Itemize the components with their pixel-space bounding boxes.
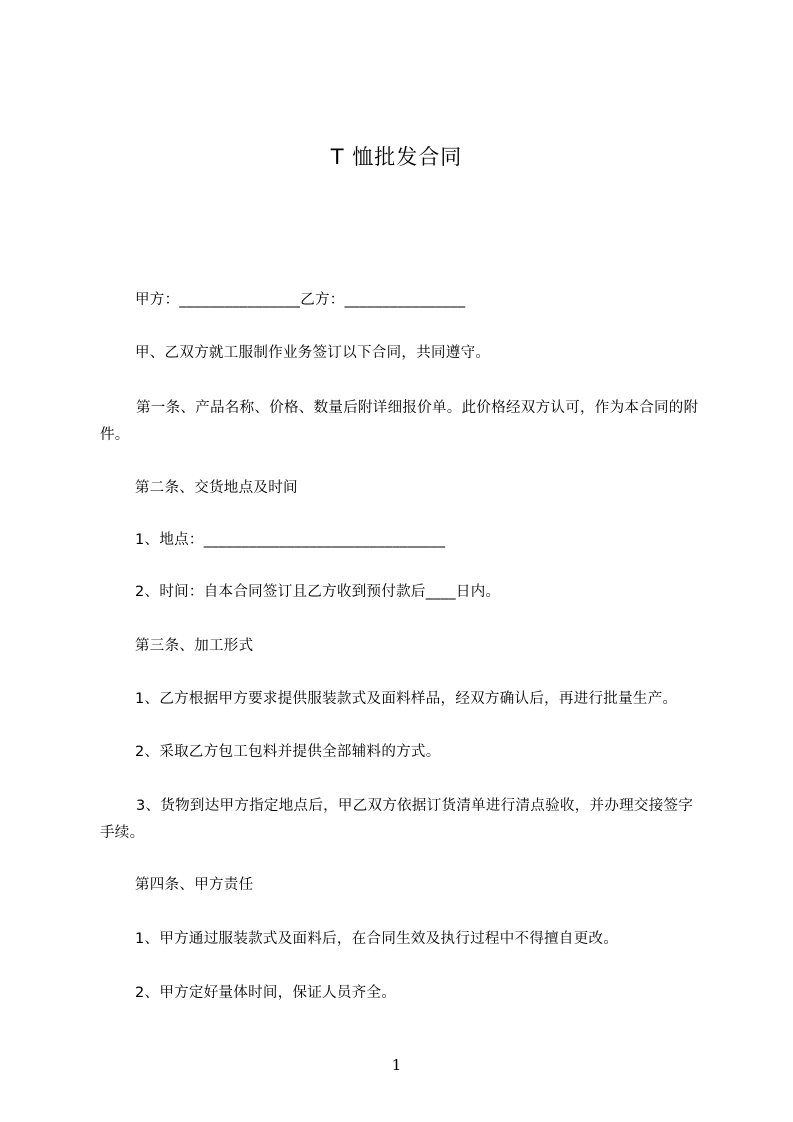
article-3-item-3: 3、货物到达甲方指定地点后，甲乙双方依据订货清单进行清点验收，并办理交接签字手续。 [100, 798, 694, 841]
article-3-item-2: 2、采取乙方包工包料并提供全部辅料的方式。 [135, 744, 441, 760]
parties-line: 甲方：________________乙方：________________ [135, 292, 466, 308]
article-2-item-1: 1、地点：________________________________ [135, 532, 446, 548]
article-2-heading: 第二条、交货地点及时间 [135, 480, 298, 496]
page-number: 1 [391, 1056, 402, 1074]
article-1-paragraph: 第一条、产品名称、价格、数量后附详细报价单。此价格经双方认可，作为本合同的附件。 [100, 400, 699, 443]
article-4-item-1: 1、甲方通过服装款式及面料后，在合同生效及执行过程中不得擅自更改。 [135, 931, 619, 947]
document-title: T 恤批发合同 [330, 145, 463, 169]
article-2-item-2: 2、时间：自本合同签订且乙方收到预付款后____日内。 [135, 584, 501, 600]
article-4-item-2: 2、甲方定好量体时间，保证人员齐全。 [135, 985, 397, 1001]
article-3-heading: 第三条、加工形式 [135, 638, 254, 654]
intro-paragraph: 甲、乙双方就工服制作业务签订以下合同，共同遵守。 [135, 345, 491, 361]
article-4-heading: 第四条、甲方责任 [135, 877, 254, 893]
article-3-item-1: 1、乙方根据甲方要求提供服装款式及面料样品，经双方确认后，再进行批量生产。 [135, 691, 678, 707]
